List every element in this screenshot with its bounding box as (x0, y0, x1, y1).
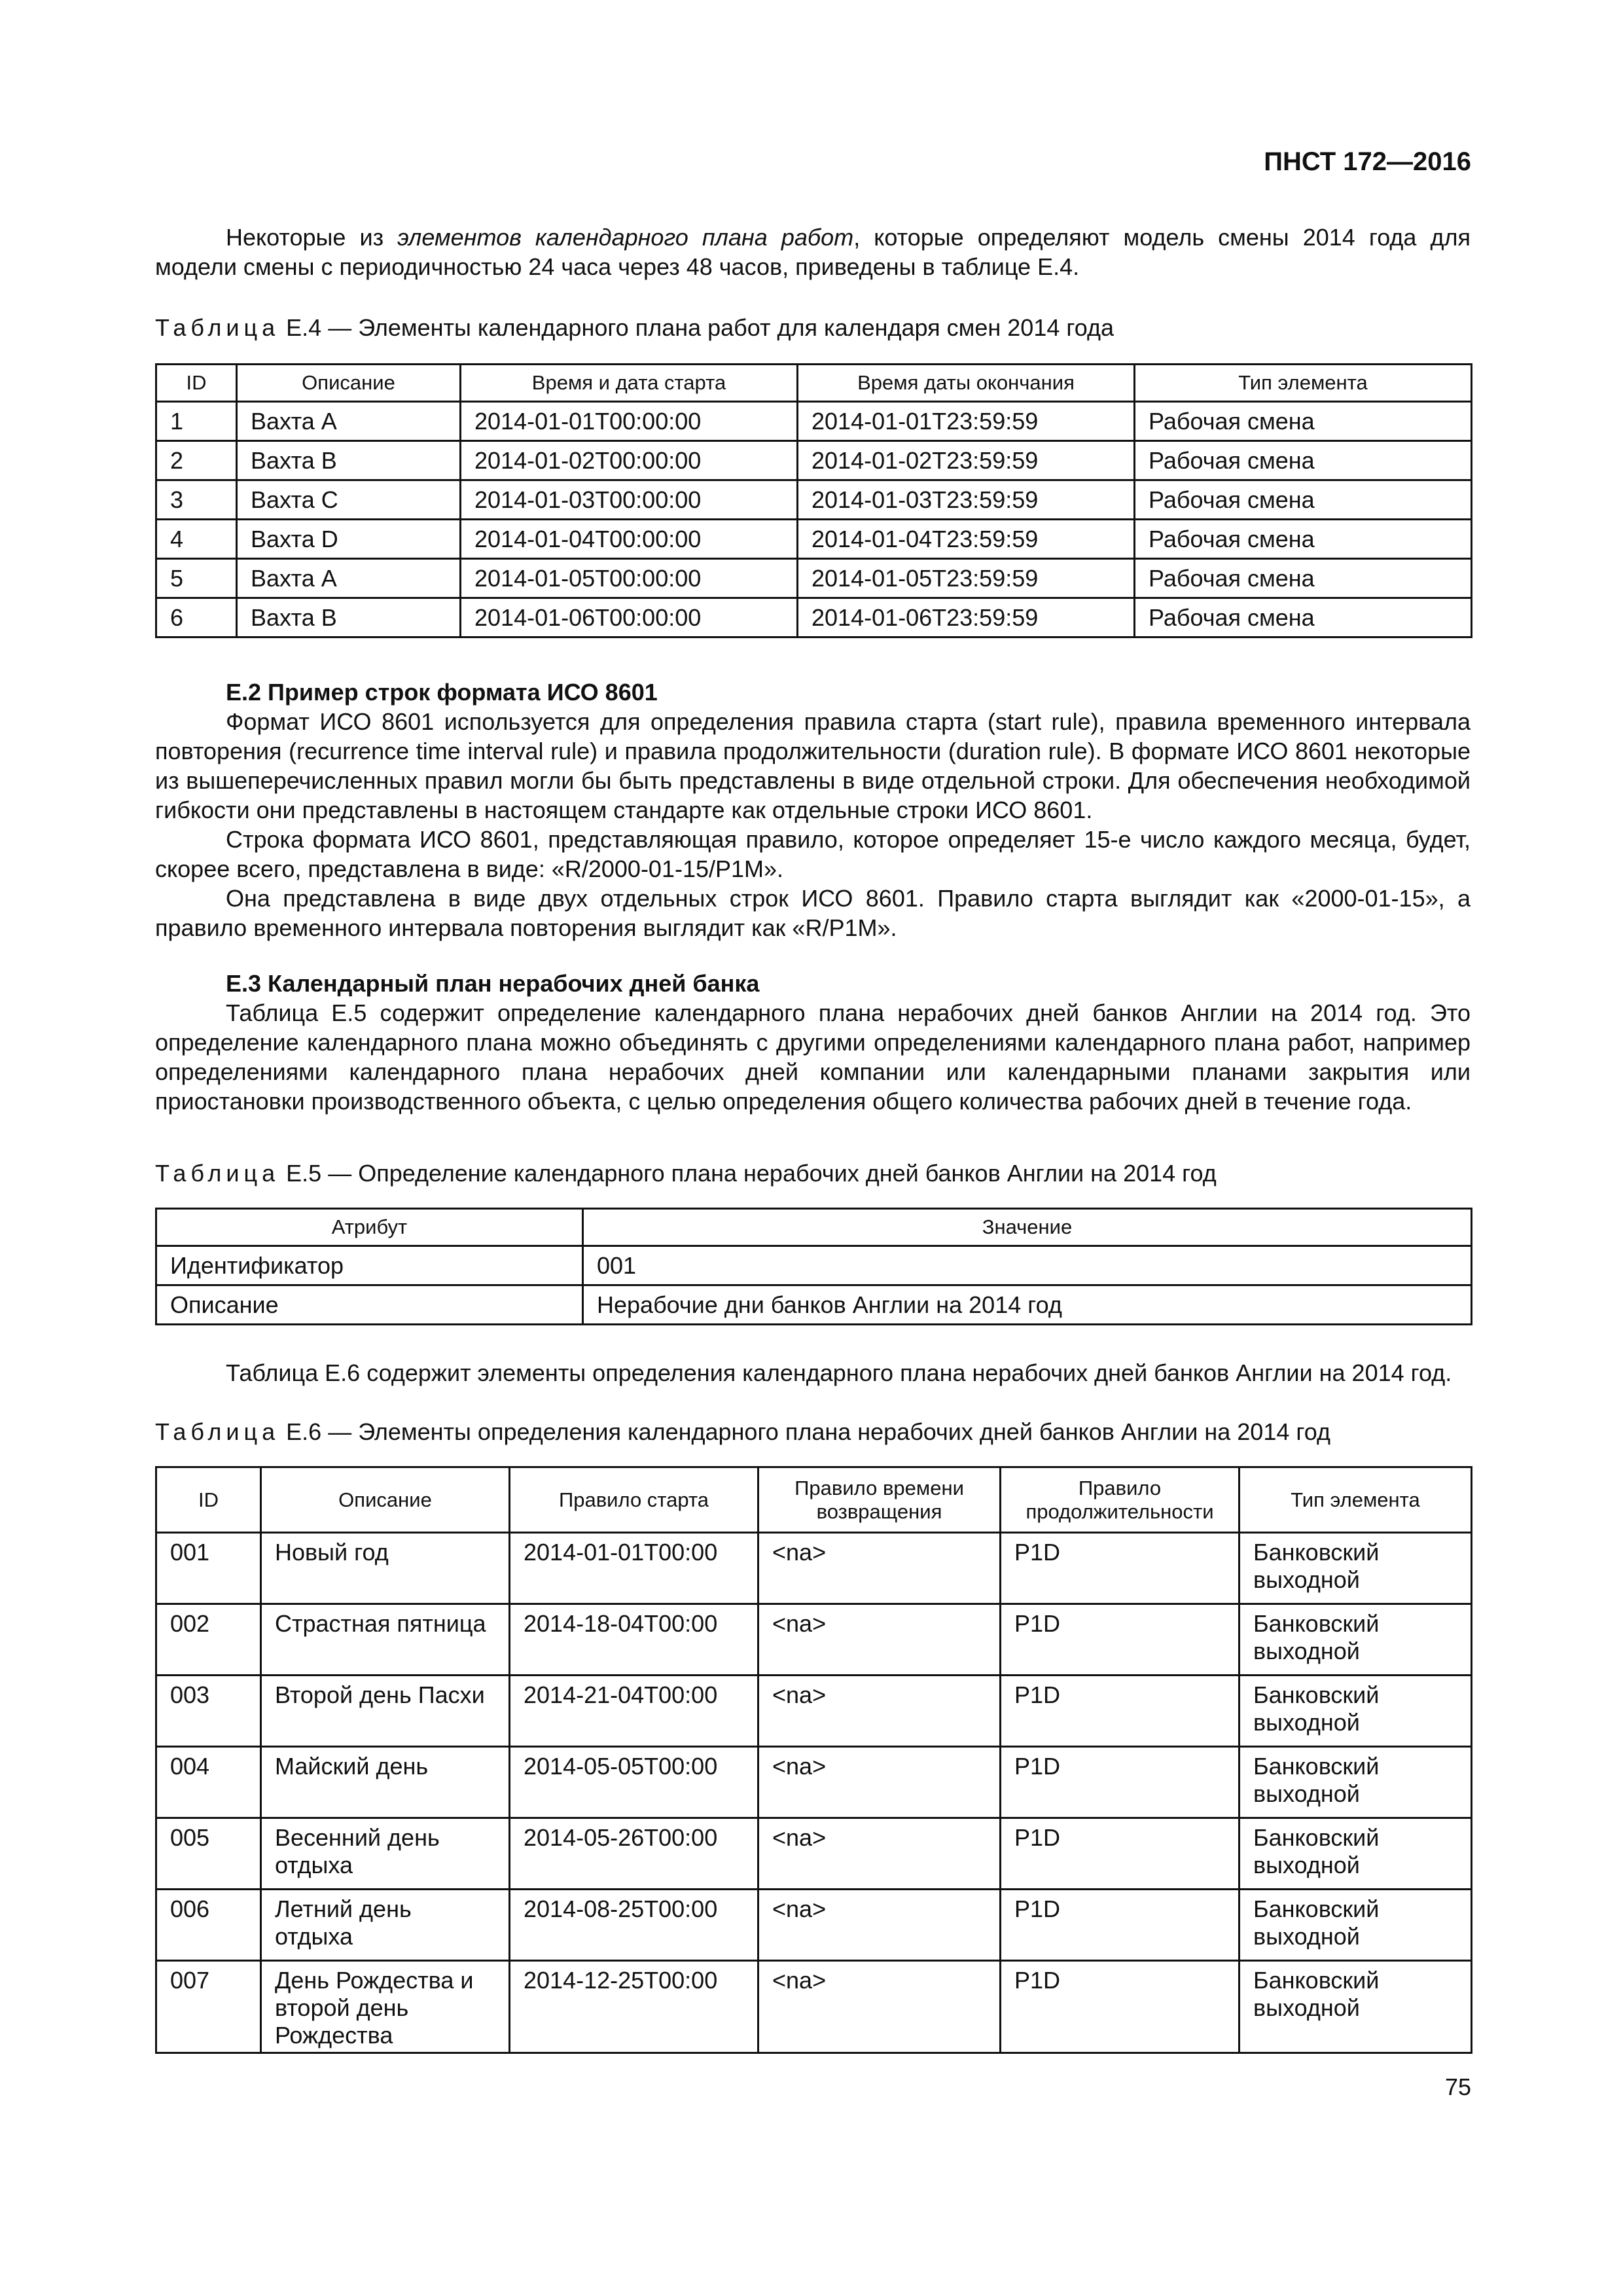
section-e2 (155, 677, 1471, 942)
table-cell: 2014-12-25T00:00 (510, 1961, 758, 2053)
table-cell: 2014-05-05T00:00 (510, 1747, 758, 1818)
table-cell: Страстная пятница (261, 1604, 510, 1676)
table-cell: 3 (156, 480, 237, 520)
table-e4 (155, 363, 1472, 638)
intro-text-before: Некоторые из (226, 224, 398, 251)
table-header-row (156, 1467, 1472, 1533)
table-e4-caption (155, 313, 1471, 342)
table-cell: <na> (758, 1604, 1001, 1676)
table-cell: Вахта B (237, 441, 461, 480)
intro-paragraph (155, 223, 1471, 281)
table-row (156, 1676, 1472, 1747)
table-cell: Новый год (261, 1533, 510, 1604)
table-cell: 2014-01-03T23:59:59 (798, 480, 1135, 520)
header-cell: Тип элемента (1135, 365, 1472, 402)
intro-text-after: , которые определяют модель смены 2014 года для модели смены с периодичностью 24 часа через 48 часов, приведены в таблице Е.4. (155, 224, 1471, 280)
caption-text: Е.6 — Элементы определения календарного плана нерабочих дней банков Англии на 2014 год (279, 1418, 1330, 1445)
table-row (156, 402, 1472, 441)
table-cell: Банковский выходной (1240, 1818, 1472, 1890)
table-cell: 2014-01-04T23:59:59 (798, 520, 1135, 559)
table-cell: <na> (758, 1818, 1001, 1890)
table-cell: Нерабочие дни банков Англии на 2014 год (583, 1285, 1472, 1325)
table-cell: Банковский выходной (1240, 1890, 1472, 1961)
table-cell: Рабочая смена (1135, 520, 1472, 559)
table-e6-caption (155, 1417, 1471, 1446)
table-cell: <na> (758, 1533, 1001, 1604)
table-cell: P1D (1001, 1747, 1240, 1818)
table-row (156, 1604, 1472, 1676)
table-cell: День Рождества и второй день Рождества (261, 1961, 510, 2053)
table-cell: 003 (156, 1676, 261, 1747)
table-cell: 2014-01-05T00:00:00 (461, 559, 798, 598)
table-cell: Банковский выходной (1240, 1747, 1472, 1818)
table-cell: Вахта D (237, 520, 461, 559)
document-id: ПНСТ 172—2016 (1264, 147, 1471, 176)
header-cell: Время даты окончания (798, 365, 1135, 402)
header-cell: Описание (261, 1467, 510, 1533)
header-cell: Правило старта (510, 1467, 758, 1533)
table-cell: 2014-01-01T23:59:59 (798, 402, 1135, 441)
table-cell: 005 (156, 1818, 261, 1890)
table-cell: 4 (156, 520, 237, 559)
caption-text: Е.4 — Элементы календарного плана работ для календаря смен 2014 года (279, 314, 1114, 341)
table-cell: <na> (758, 1747, 1001, 1818)
table-e6-wrapper (155, 1466, 1471, 2054)
caption-label: Таблица (155, 1160, 280, 1187)
table-row (156, 598, 1472, 637)
table-cell: P1D (1001, 1604, 1240, 1676)
page-number: 75 (1444, 2073, 1471, 2100)
section-paragraph: Таблица Е.5 содержит определение календарного плана нерабочих дней банков Англии на 2014 год. Это определение календарного плана можно объединять с другими определениями календарного плана работ, например определениями календарного плана нерабочих дней компании или календарными планами закрытия или приостановки производственного объекта, с целью определения общего количества рабочих дней в течение года. (155, 999, 1471, 1115)
table-cell: Рабочая смена (1135, 559, 1472, 598)
table-header-row (156, 365, 1472, 402)
table-cell: Банковский выходной (1240, 1533, 1472, 1604)
table-cell: 1 (156, 402, 237, 441)
table-row (156, 1285, 1472, 1325)
header-cell: Описание (237, 365, 461, 402)
table-cell: Описание (156, 1285, 583, 1325)
table-cell: Банковский выходной (1240, 1604, 1472, 1676)
table-cell: 006 (156, 1890, 261, 1961)
between-text-block (155, 1358, 1471, 1388)
table-cell: 2014-01-05T23:59:59 (798, 559, 1135, 598)
table-cell: <na> (758, 1676, 1001, 1747)
table-cell: 2014-18-04T00:00 (510, 1604, 758, 1676)
table-row (156, 520, 1472, 559)
table-row (156, 1961, 1472, 2053)
table-cell: P1D (1001, 1676, 1240, 1747)
table-cell: 2014-01-03T00:00:00 (461, 480, 798, 520)
table-cell: Вахта A (237, 559, 461, 598)
table-cell: 2014-01-06T23:59:59 (798, 598, 1135, 637)
section-heading: Е.2 Пример строк формата ИСО 8601 (226, 679, 658, 706)
table-cell: 6 (156, 598, 237, 637)
table-cell: 5 (156, 559, 237, 598)
table-row (156, 1890, 1472, 1961)
table-cell: Рабочая смена (1135, 402, 1472, 441)
table-cell: 001 (156, 1533, 261, 1604)
table-e5 (155, 1208, 1472, 1325)
caption-text: Е.5 — Определение календарного плана нерабочих дней банков Англии на 2014 год (279, 1160, 1217, 1187)
table-cell: 007 (156, 1961, 261, 2053)
header-cell: Время и дата старта (461, 365, 798, 402)
table-e4-wrapper (155, 363, 1471, 638)
table-row (156, 441, 1472, 480)
table-e5-caption (155, 1158, 1471, 1188)
table-cell: Вахта A (237, 402, 461, 441)
table-cell: Вахта B (237, 598, 461, 637)
table-header-row (156, 1209, 1472, 1246)
table-cell: Летний день отдыха (261, 1890, 510, 1961)
table-cell: Майский день (261, 1747, 510, 1818)
table-cell: <na> (758, 1961, 1001, 2053)
between-paragraph: Таблица Е.6 содержит элементы определения календарного плана нерабочих дней банков Англии на 2014 год. (226, 1359, 1452, 1386)
table-row (156, 1533, 1472, 1604)
table-cell: P1D (1001, 1818, 1240, 1890)
table-cell: 2014-01-06T00:00:00 (461, 598, 798, 637)
header-cell: Правило времени возвращения (758, 1467, 1001, 1533)
table-row (156, 1747, 1472, 1818)
table-cell: Идентификатор (156, 1246, 583, 1285)
table-cell: 2014-01-01T00:00 (510, 1533, 758, 1604)
table-cell: Вахта C (237, 480, 461, 520)
section-e3 (155, 969, 1471, 1116)
table-cell: 2014-01-02T23:59:59 (798, 441, 1135, 480)
header-cell: Правило продолжительности (1001, 1467, 1240, 1533)
table-cell: Второй день Пасхи (261, 1676, 510, 1747)
header-cell: Тип элемента (1240, 1467, 1472, 1533)
header-cell: ID (156, 365, 237, 402)
table-cell: 2014-08-25T00:00 (510, 1890, 758, 1961)
table-cell: 001 (583, 1246, 1472, 1285)
table-row (156, 1818, 1472, 1890)
table-e5-wrapper (155, 1208, 1471, 1325)
section-paragraph: Строка формата ИСО 8601, представляющая правило, которое определяет 15-е число каждого месяца, будет, скорее всего, представлена в виде: «R/2000-01-15/P1M». (155, 826, 1471, 882)
table-row (156, 1246, 1472, 1285)
table-cell: <na> (758, 1890, 1001, 1961)
table-cell: P1D (1001, 1890, 1240, 1961)
table-cell: 2014-01-02T00:00:00 (461, 441, 798, 480)
intro-text-italic: элементов календарного плана работ (397, 224, 854, 251)
table-cell: 2 (156, 441, 237, 480)
table-cell: 2014-05-26T00:00 (510, 1818, 758, 1890)
table-row (156, 559, 1472, 598)
table-cell: 002 (156, 1604, 261, 1676)
table-e6 (155, 1466, 1472, 2054)
table-cell: Рабочая смена (1135, 480, 1472, 520)
table-cell: P1D (1001, 1961, 1240, 2053)
header-cell: ID (156, 1467, 261, 1533)
table-cell: Банковский выходной (1240, 1676, 1472, 1747)
header-cell: Значение (583, 1209, 1472, 1246)
caption-label: Таблица (155, 314, 280, 341)
table-cell: Банковский выходной (1240, 1961, 1472, 2053)
table-cell: 004 (156, 1747, 261, 1818)
section-paragraph: Она представлена в виде двух отдельных строк ИСО 8601. Правило старта выглядит как «2000-01-15», а правило временного интервала повторения выглядит как «R/P1M». (155, 885, 1471, 941)
table-cell: Рабочая смена (1135, 598, 1472, 637)
table-cell: P1D (1001, 1533, 1240, 1604)
table-cell: 2014-01-04T00:00:00 (461, 520, 798, 559)
table-cell: 2014-21-04T00:00 (510, 1676, 758, 1747)
section-heading: Е.3 Календарный план нерабочих дней банка (226, 970, 760, 997)
table-cell: Рабочая смена (1135, 441, 1472, 480)
header-cell: Атрибут (156, 1209, 583, 1246)
table-row (156, 480, 1472, 520)
section-paragraph: Формат ИСО 8601 используется для определения правила старта (start rule), правила временного интервала повторения (recurrence time interval rule) и правила продолжительности (duration rule). В формате ИСО 8601 некоторые из вышеперечисленных правил могли бы быть представлены в виде отдельной строки. Для обеспечения необходимой гибкости они представлены в настоящем стандарте как отдельные строки ИСО 8601. (155, 708, 1471, 823)
intro-block (155, 223, 1471, 281)
table-cell: 2014-01-01T00:00:00 (461, 402, 798, 441)
table-cell: Весенний день отдыха (261, 1818, 510, 1890)
caption-label: Таблица (155, 1418, 280, 1445)
